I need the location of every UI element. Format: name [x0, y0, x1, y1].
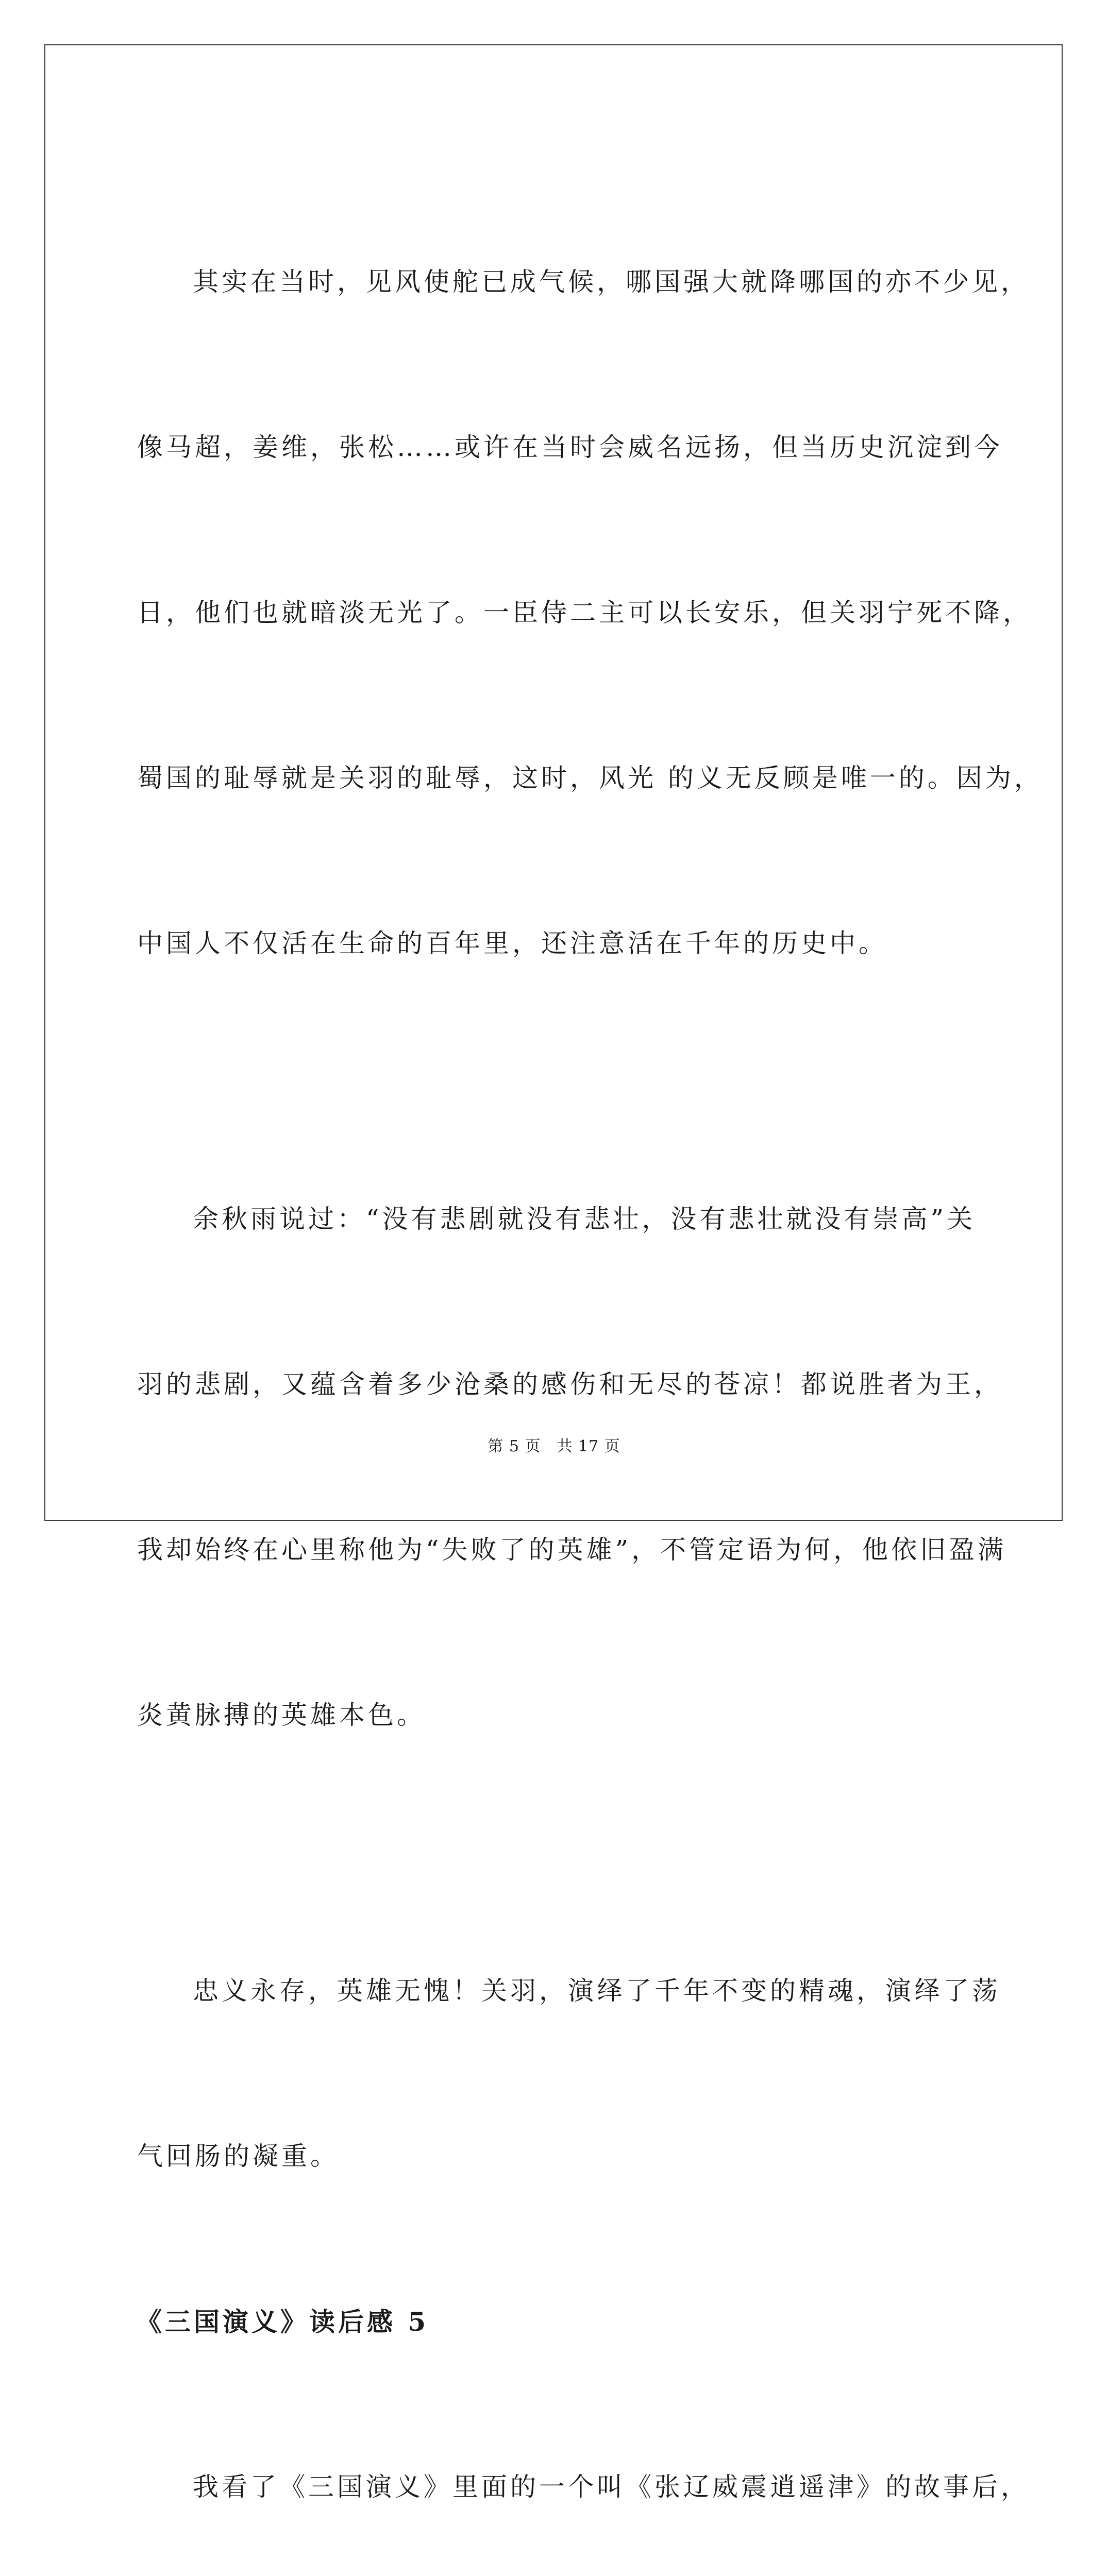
paragraph-2 — [137, 1081, 1007, 1853]
page-number-footer: 第 5 页 共 17 页 — [488, 1437, 620, 1455]
text-line: 余秋雨说过：“没有悲剧就没有悲壮，没有悲壮就没有崇高”关 — [193, 1204, 976, 1234]
text-line: 日，他们也就暗淡无光了。一臣侍二主可以长安乐，但关羽宁死不降， — [137, 598, 1032, 628]
text-line: 其实在当时，见风使舵已成气候，哪国强大就降哪国的亦不少见， — [193, 267, 1030, 297]
paragraph-1 — [137, 144, 1043, 1081]
text-line: 中国人不仅活在生命的百年里，还注意活在千年的历史中。 — [137, 928, 887, 958]
text-line: 像马超，姜维，张松……或许在当时会威名远扬，但当历史沉淀到今 — [137, 432, 1003, 462]
text-line: 羽的悲剧，又蕴含着多少沧桑的感伤和无尽的苍凉！都说胜者为王， — [137, 1369, 1003, 1399]
paragraph-4 — [137, 2349, 1030, 2576]
section-heading: 《三国演义》读后感 5 — [136, 2307, 429, 2337]
paragraph-3 — [137, 1853, 1001, 2294]
text-line: 我看了《三国演义》里面的一个叫《张辽威震逍遥津》的故事后， — [193, 2472, 1030, 2502]
text-line: 气回肠的凝重。 — [137, 2141, 339, 2171]
text-line: 炎黄脉搏的英雄本色。 — [137, 1700, 426, 1730]
document-body — [136, 144, 1043, 2576]
text-line: 我却始终在心里称他为“失败了的英雄”，不管定语为何，他依旧盈满 — [137, 1535, 1007, 1565]
text-line: 忠义永存，英雄无愧！关羽，演绎了千年不变的精魂，演绎了荡 — [193, 1976, 1001, 2006]
text-line: 蜀国的耻辱就是关羽的耻辱，这时，风光 的义无反顾是唯一的。因为， — [137, 763, 1043, 793]
